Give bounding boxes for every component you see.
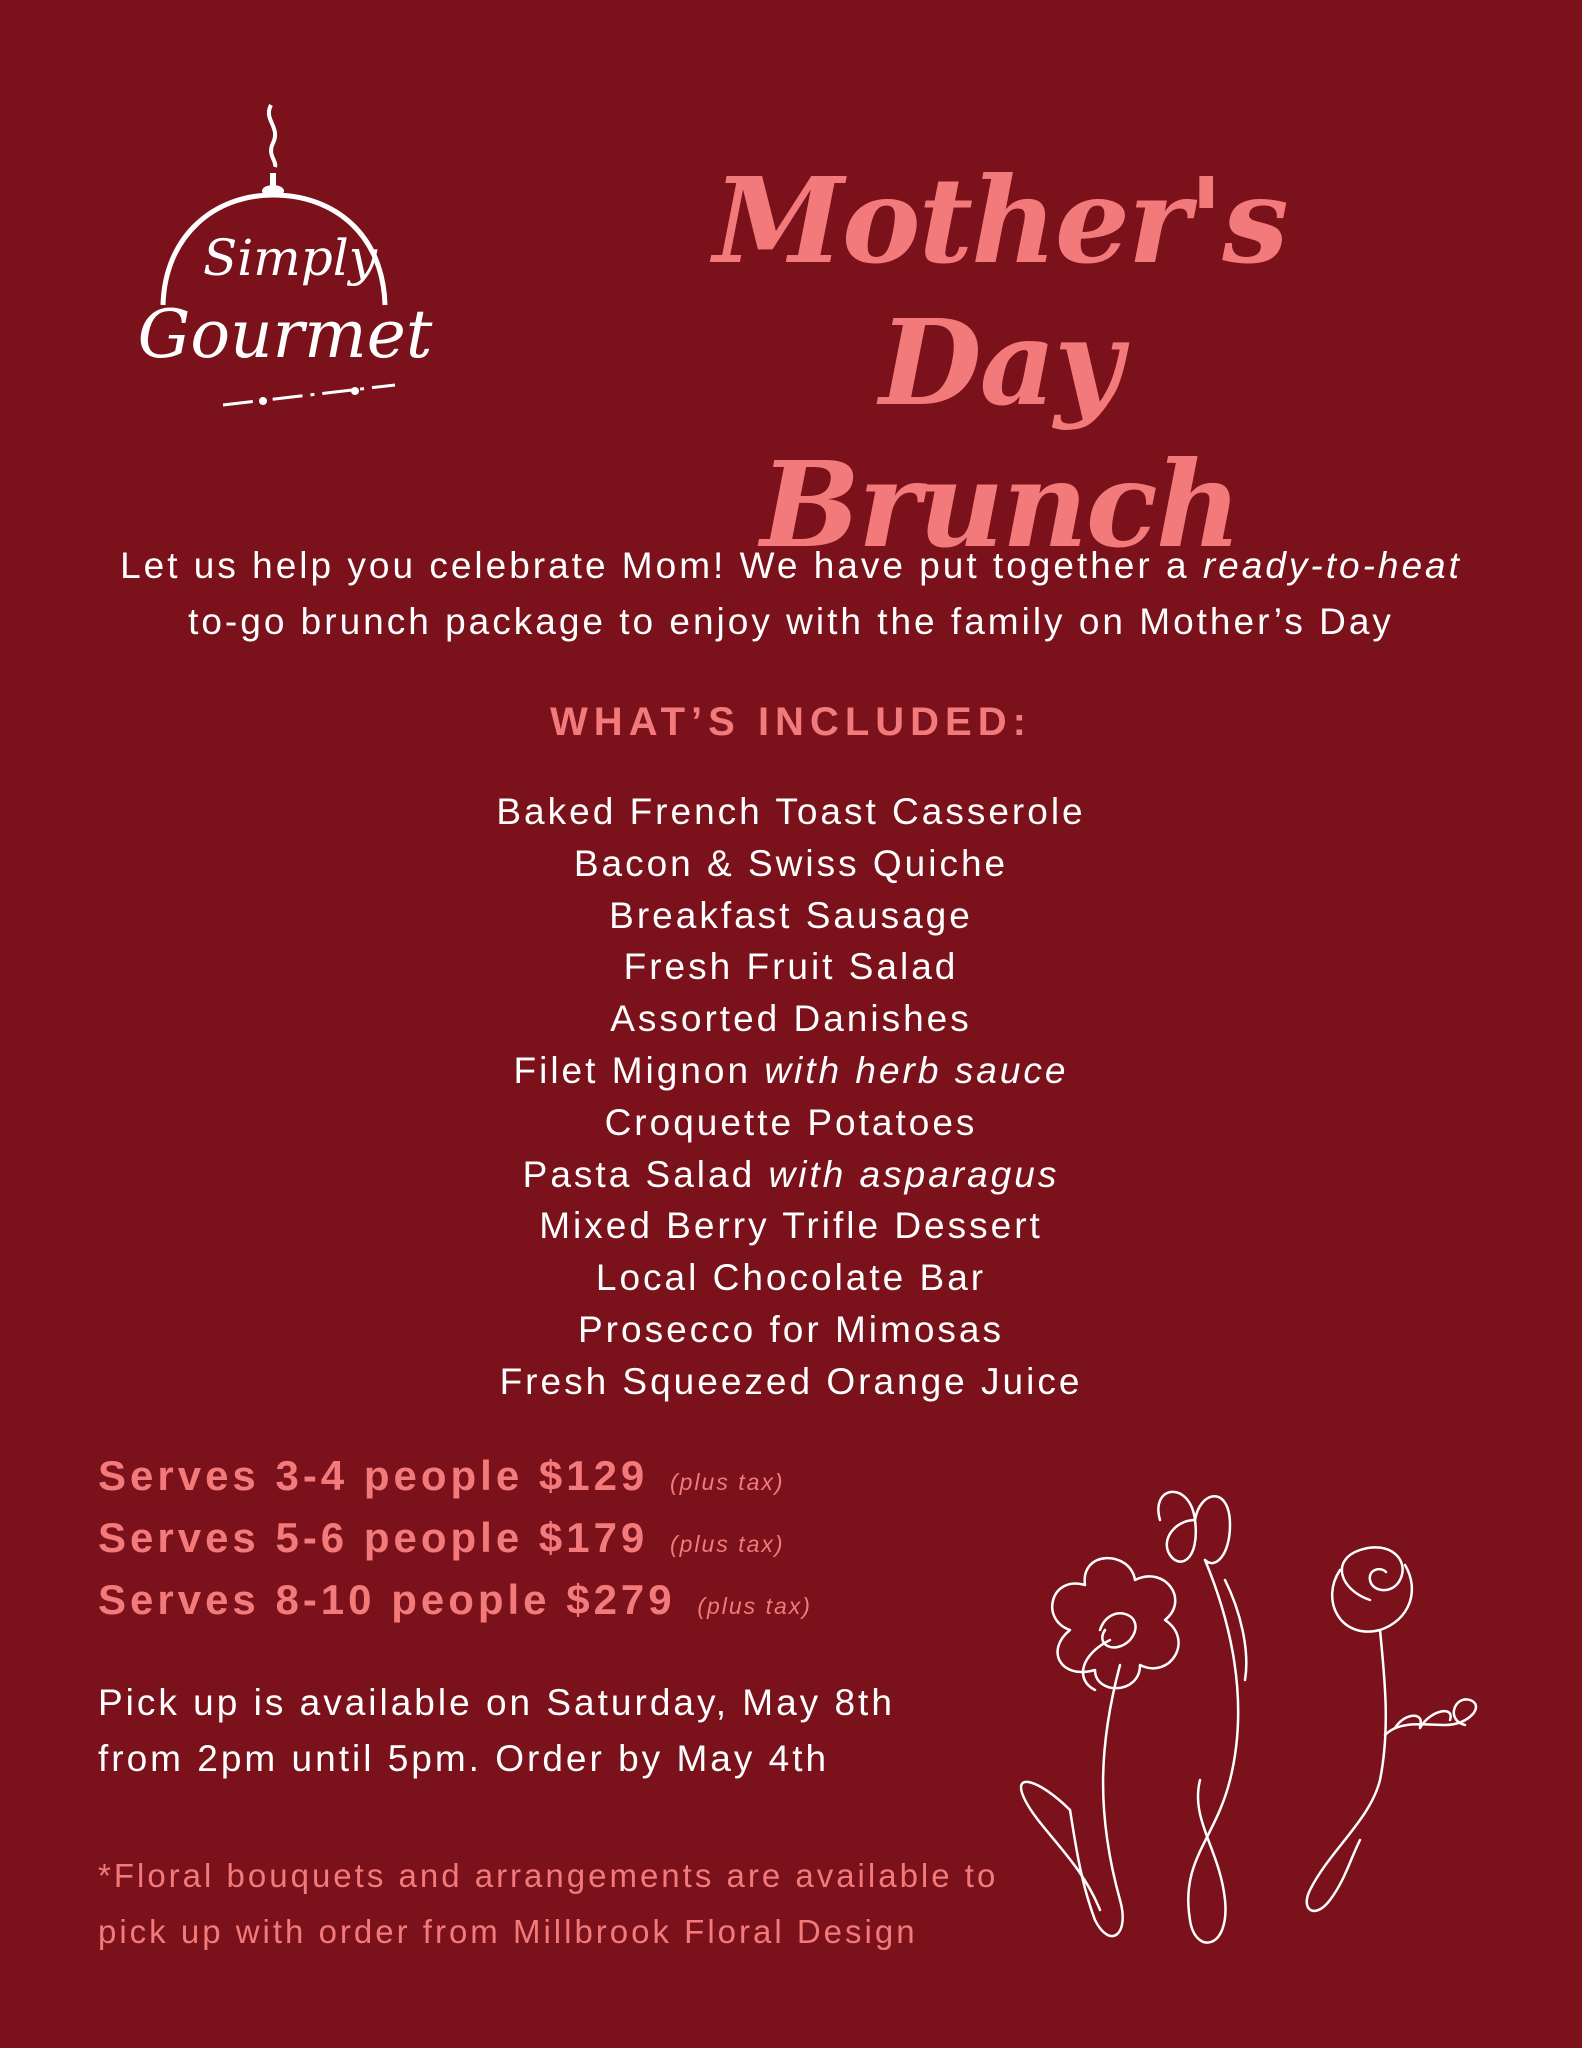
menu-item-text: Pasta Salad: [522, 1153, 769, 1195]
title-line-2: Brunch: [760, 435, 1240, 574]
menu-item: [0, 1045, 1582, 1097]
title-line-1: Mother's Day: [713, 151, 1287, 432]
price-label: Serves 5-6 people $179: [98, 1514, 649, 1561]
price-list: [98, 1448, 812, 1634]
logo-text-simply: Simply: [203, 229, 377, 287]
intro-line-1: [60, 538, 1522, 594]
intro-line-1-emphasis: ready-to-heat: [1202, 545, 1462, 586]
menu-item: [0, 941, 1582, 993]
price-tax-note: (plus tax): [669, 1469, 785, 1495]
menu-item: [0, 786, 1582, 838]
intro-line-1-text: Let us help you celebrate Mom! We have put together a: [120, 545, 1203, 586]
menu-item: [0, 1252, 1582, 1304]
page-title: [600, 150, 1400, 576]
menu-item: [0, 890, 1582, 942]
price-label: Serves 3-4 people $129: [98, 1452, 649, 1499]
menu-item: [0, 993, 1582, 1045]
floral-note-line-2: pick up with order from Millbrook Floral Design: [98, 1913, 918, 1950]
menu-item-text: Prosecco for Mimosas: [578, 1308, 1004, 1350]
intro-line-2: to-go brunch package to enjoy with the family on Mother’s Day: [188, 601, 1394, 642]
price-row: [98, 1448, 812, 1510]
menu-item-text: Filet Mignon: [513, 1049, 765, 1091]
menu-item: [0, 1304, 1582, 1356]
menu-item-note: with asparagus: [768, 1153, 1060, 1195]
menu-item-text: Croquette Potatoes: [604, 1101, 978, 1143]
menu-item-text: Mixed Berry Trifle Dessert: [539, 1205, 1043, 1247]
price-row: [98, 1572, 812, 1634]
menu-item: [0, 1097, 1582, 1149]
menu-item: [0, 838, 1582, 890]
floral-note: [98, 1848, 998, 1960]
pickup-line-2: from 2pm until 5pm. Order by May 4th: [98, 1738, 830, 1779]
menu-item-text: Bacon & Swiss Quiche: [573, 842, 1009, 884]
menu-item-text: Breakfast Sausage: [609, 894, 973, 936]
line-art-flowers-icon: [1000, 1480, 1520, 1980]
menu-item: [0, 1356, 1582, 1408]
menu-item: [0, 1149, 1582, 1201]
price-tax-note: (plus tax): [697, 1593, 812, 1619]
menu-item-text: Baked French Toast Casserole: [496, 791, 1086, 832]
included-heading: WHAT’S INCLUDED:: [550, 700, 1032, 744]
price-row: [98, 1510, 812, 1572]
intro-paragraph: [60, 538, 1522, 650]
menu-item-text: Assorted Danishes: [610, 998, 972, 1040]
price-label: Serves 8-10 people $279: [98, 1576, 676, 1623]
menu-item-note: with herb sauce: [764, 1049, 1069, 1091]
menu-item-text: Local Chocolate Bar: [595, 1257, 987, 1299]
brand-logo: [135, 95, 465, 435]
price-tax-note: (plus tax): [669, 1531, 785, 1557]
menu-item-text: Fresh Squeezed Orange Juice: [499, 1360, 1083, 1402]
menu-item-text: Fresh Fruit Salad: [623, 946, 959, 988]
menu-list: [0, 786, 1582, 1408]
menu-item: [0, 1200, 1582, 1252]
pickup-line-1: Pick up is available on Saturday, May 8th: [98, 1682, 895, 1723]
serving-cloche-icon: [135, 95, 465, 435]
pickup-info: [98, 1675, 895, 1787]
floral-note-line-1: *Floral bouquets and arrangements are available to: [98, 1857, 999, 1894]
logo-text-gourmet: Gourmet: [137, 296, 433, 373]
